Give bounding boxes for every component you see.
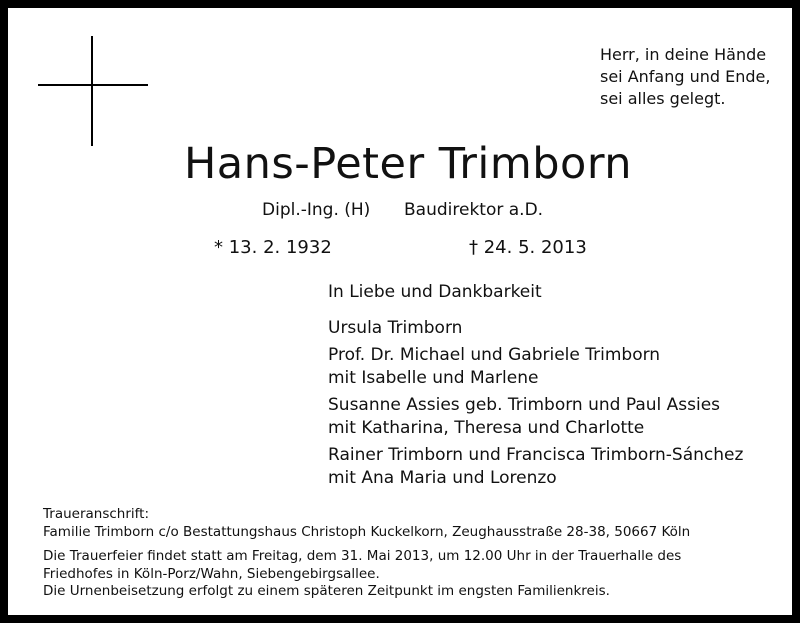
address-label: Traueranschrift: (43, 506, 149, 522)
deceased-name: Hans-Peter Trimborn (183, 139, 633, 189)
cross-icon-horizontal (38, 84, 148, 86)
mourner-line: Susanne Assies geb. Trimborn und Paul Assies (328, 395, 721, 415)
mourners-list (328, 281, 743, 494)
mourner-line: mit Katharina, Theresa und Charlotte (328, 418, 645, 438)
mourner-line: Rainer Trimborn und Francisca Trimborn-Sánchez (328, 445, 744, 465)
address-text: Familie Trimborn c/o Bestattungshaus Christoph Kuckelkorn, Zeughausstraße 28-38, 50667 Köln (43, 523, 691, 540)
motto-line: sei Anfang und Ende, (600, 67, 771, 86)
ceremony-info (43, 548, 690, 601)
cross-icon-vertical (91, 36, 93, 146)
ceremony-line: Die Urnenbeisetzung erfolgt zu einem späteren Zeitpunkt im engsten Familienkreis. (43, 583, 610, 599)
mourner-line: Prof. Dr. Michael und Gabriele Trimborn (328, 345, 661, 365)
mourner-group (328, 317, 743, 340)
mourner-group (328, 444, 743, 490)
motto (600, 44, 770, 110)
deceased-titles (262, 199, 544, 221)
mourner-group (328, 344, 743, 390)
professional-title: Baudirektor a.D. (404, 200, 544, 220)
birth-date: * 13. 2. 1932 (214, 237, 332, 258)
motto-line: sei alles gelegt. (600, 89, 726, 108)
academic-title: Dipl.-Ing. (H) (262, 200, 371, 220)
ceremony-line: Die Trauerfeier findet statt am Freitag, dem 31. Mai 2013, um 12.00 Uhr in der Trauerhalle des (43, 548, 682, 564)
mourner-line: mit Isabelle und Marlene (328, 368, 539, 388)
mourners-intro: In Liebe und Dankbarkeit (328, 282, 542, 302)
death-date: † 24. 5. 2013 (469, 237, 587, 258)
mourner-line: mit Ana Maria und Lorenzo (328, 468, 557, 488)
mourner-group (328, 394, 743, 440)
mourning-address (43, 506, 690, 541)
motto-line: Herr, in deine Hände (600, 45, 767, 64)
ceremony-line: Friedhofes in Köln-Porz/Wahn, Siebengebirgsallee. (43, 565, 380, 582)
funeral-notice (43, 506, 690, 601)
mourner-line: Ursula Trimborn (328, 318, 463, 338)
